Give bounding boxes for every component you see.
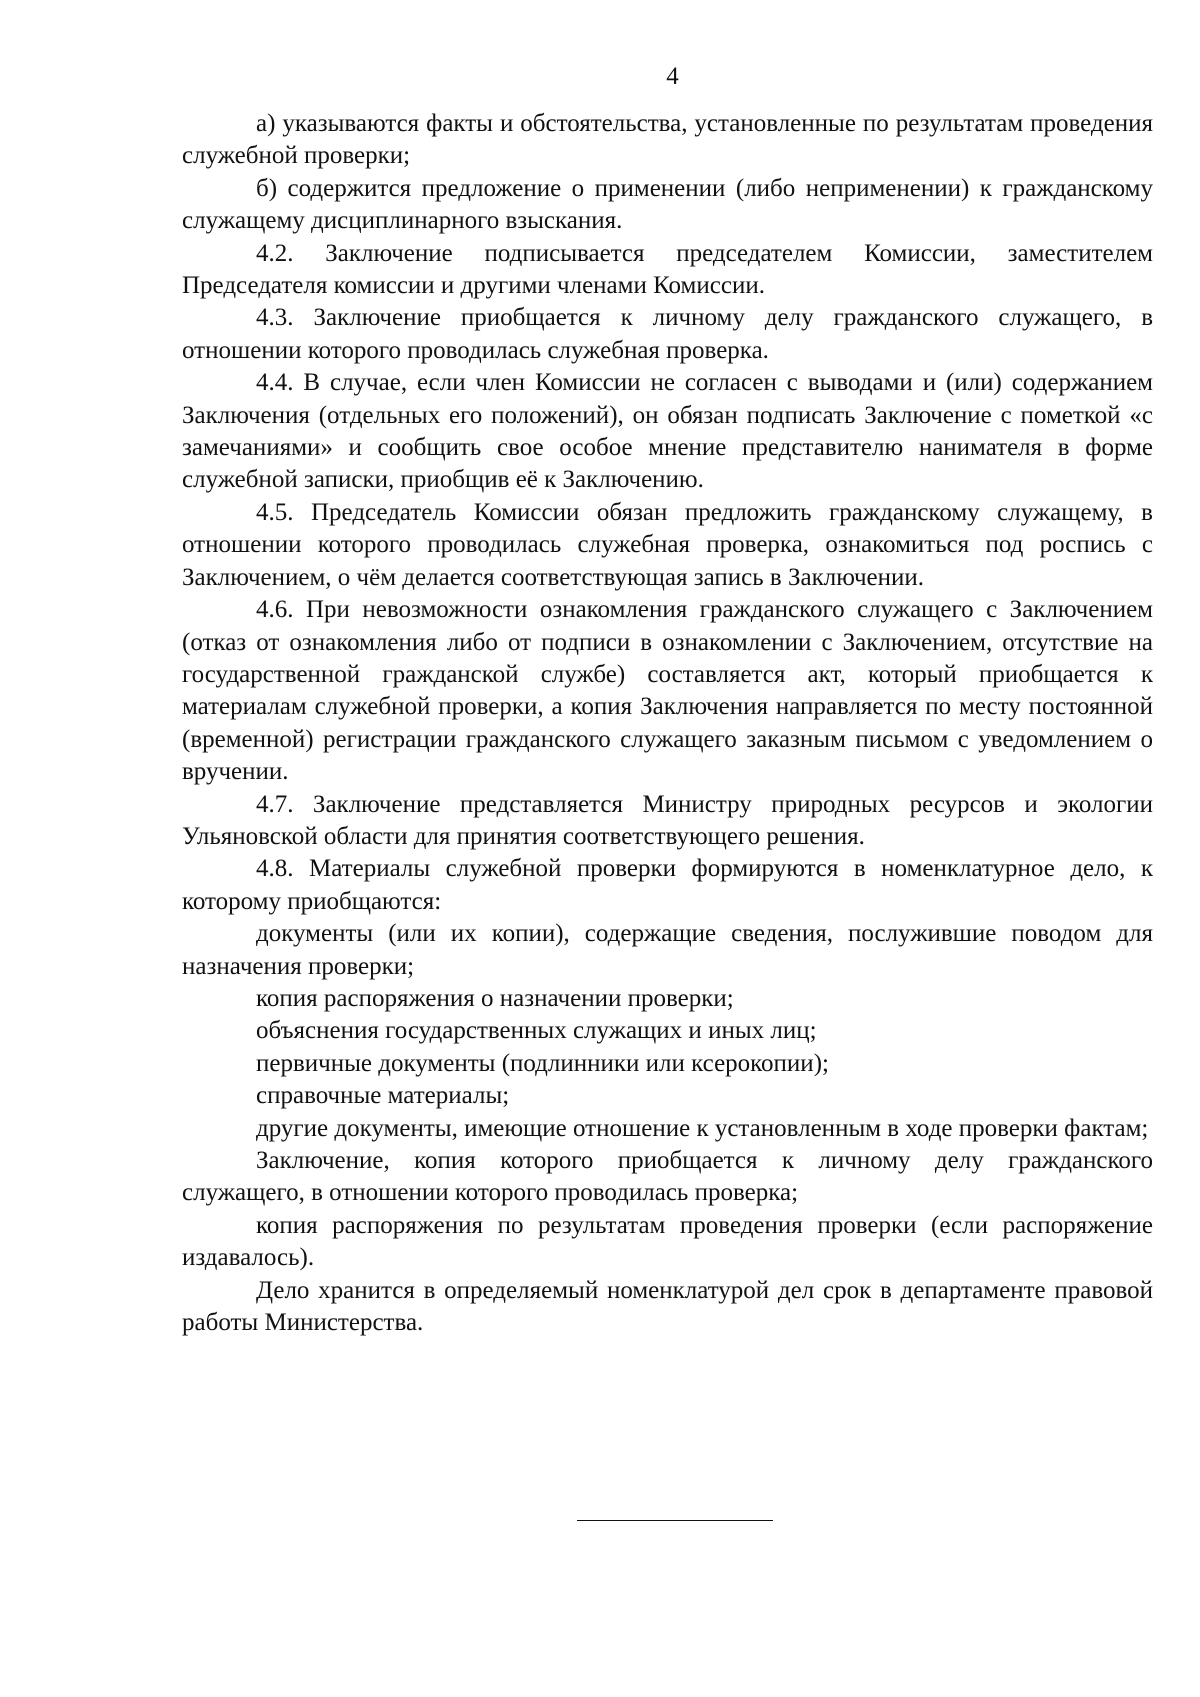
- paragraph-4-4: 4.4. В случае, если член Комиссии не согласен с выводами и (или) содержанием Заключения (отдельных его положений), он обязан подписать Заключение с пометкой «с замечаниями» и сообщить свое особое мнение представителю нанимателя в форме служебной записки, приобщив её к Заключению.: [182, 369, 1153, 494]
- list-item-results-order-copy: копия распоряжения по результатам проведения проверки (если распоряжение издавалось).: [182, 1211, 1153, 1272]
- paragraph-4-1-b: б) содержится предложение о применении (либо неприменении) к гражданскому служащему дисциплинарного взыскания.: [182, 174, 1153, 235]
- page-number: 4: [666, 63, 679, 90]
- paragraph-4-3: 4.3. Заключение приобщается к личному делу гражданского служащего, в отношении которого проводилась служебная проверка.: [182, 304, 1153, 364]
- list-item-primary-documents: первичные документы (подлинники или ксерокопии);: [256, 1049, 829, 1077]
- paragraph-4-7: 4.7. Заключение представляется Министру природных ресурсов и экологии Ульяновской области для принятия соответствующего решения.: [182, 790, 1153, 850]
- closing-rule: [577, 1520, 773, 1521]
- paragraph-4-6: 4.6. При невозможности ознакомления гражданского служащего с Заключением (отказ от ознакомления либо от подписи в ознакомлении с Заключением, отсутствие на государственной гражданской службе) составляется акт, который приобщается к материалам служебной проверки, а копия Заключения направляется по месту постоянной (временной) регистрации гражданского служащего заказным письмом с уведомлением о вручении.: [182, 596, 1153, 786]
- paragraph-4-8: 4.8. Материалы служебной проверки формируются в номенклатурное дело, к которому приобщаются:: [182, 855, 1153, 915]
- list-item-reference-materials: справочные материалы;: [256, 1082, 510, 1110]
- paragraph-file-storage: Дело хранится в определяемый номенклатурой дел срок в департаменте правовой работы Министерства.: [182, 1276, 1153, 1337]
- document-body: [182, 108, 1153, 1339]
- list-item-other-documents: другие документы, имеющие отношение к установленным в ходе проверки фактам;: [256, 1114, 1149, 1142]
- list-item-order-copy: копия распоряжения о назначении проверки;: [256, 984, 734, 1012]
- paragraph-4-5: 4.5. Председатель Комиссии обязан предложить гражданскому служащему, в отношении которого проводилась служебная проверка, ознакомиться под роспись с Заключением, о чём делается соответствующая запись в Заключении.: [182, 498, 1153, 591]
- list-item-conclusion: Заключение, копия которого приобщается к личному делу гражданского служащего, в отношении которого проводилась проверка;: [182, 1147, 1153, 1207]
- paragraph-4-2: 4.2. Заключение подписывается председателем Комиссии, заместителем Председателя комиссии и другими членами Комиссии.: [182, 239, 1153, 300]
- list-item-explanations: объяснения государственных служащих и иных лиц;: [256, 1017, 817, 1045]
- paragraph-4-1-a: а) указываются факты и обстоятельства, установленные по результатам проведения служебной проверки;: [182, 110, 1153, 170]
- list-item-documents: документы (или их копии), содержащие сведения, послужившие поводом для назначения проверки;: [182, 920, 1153, 980]
